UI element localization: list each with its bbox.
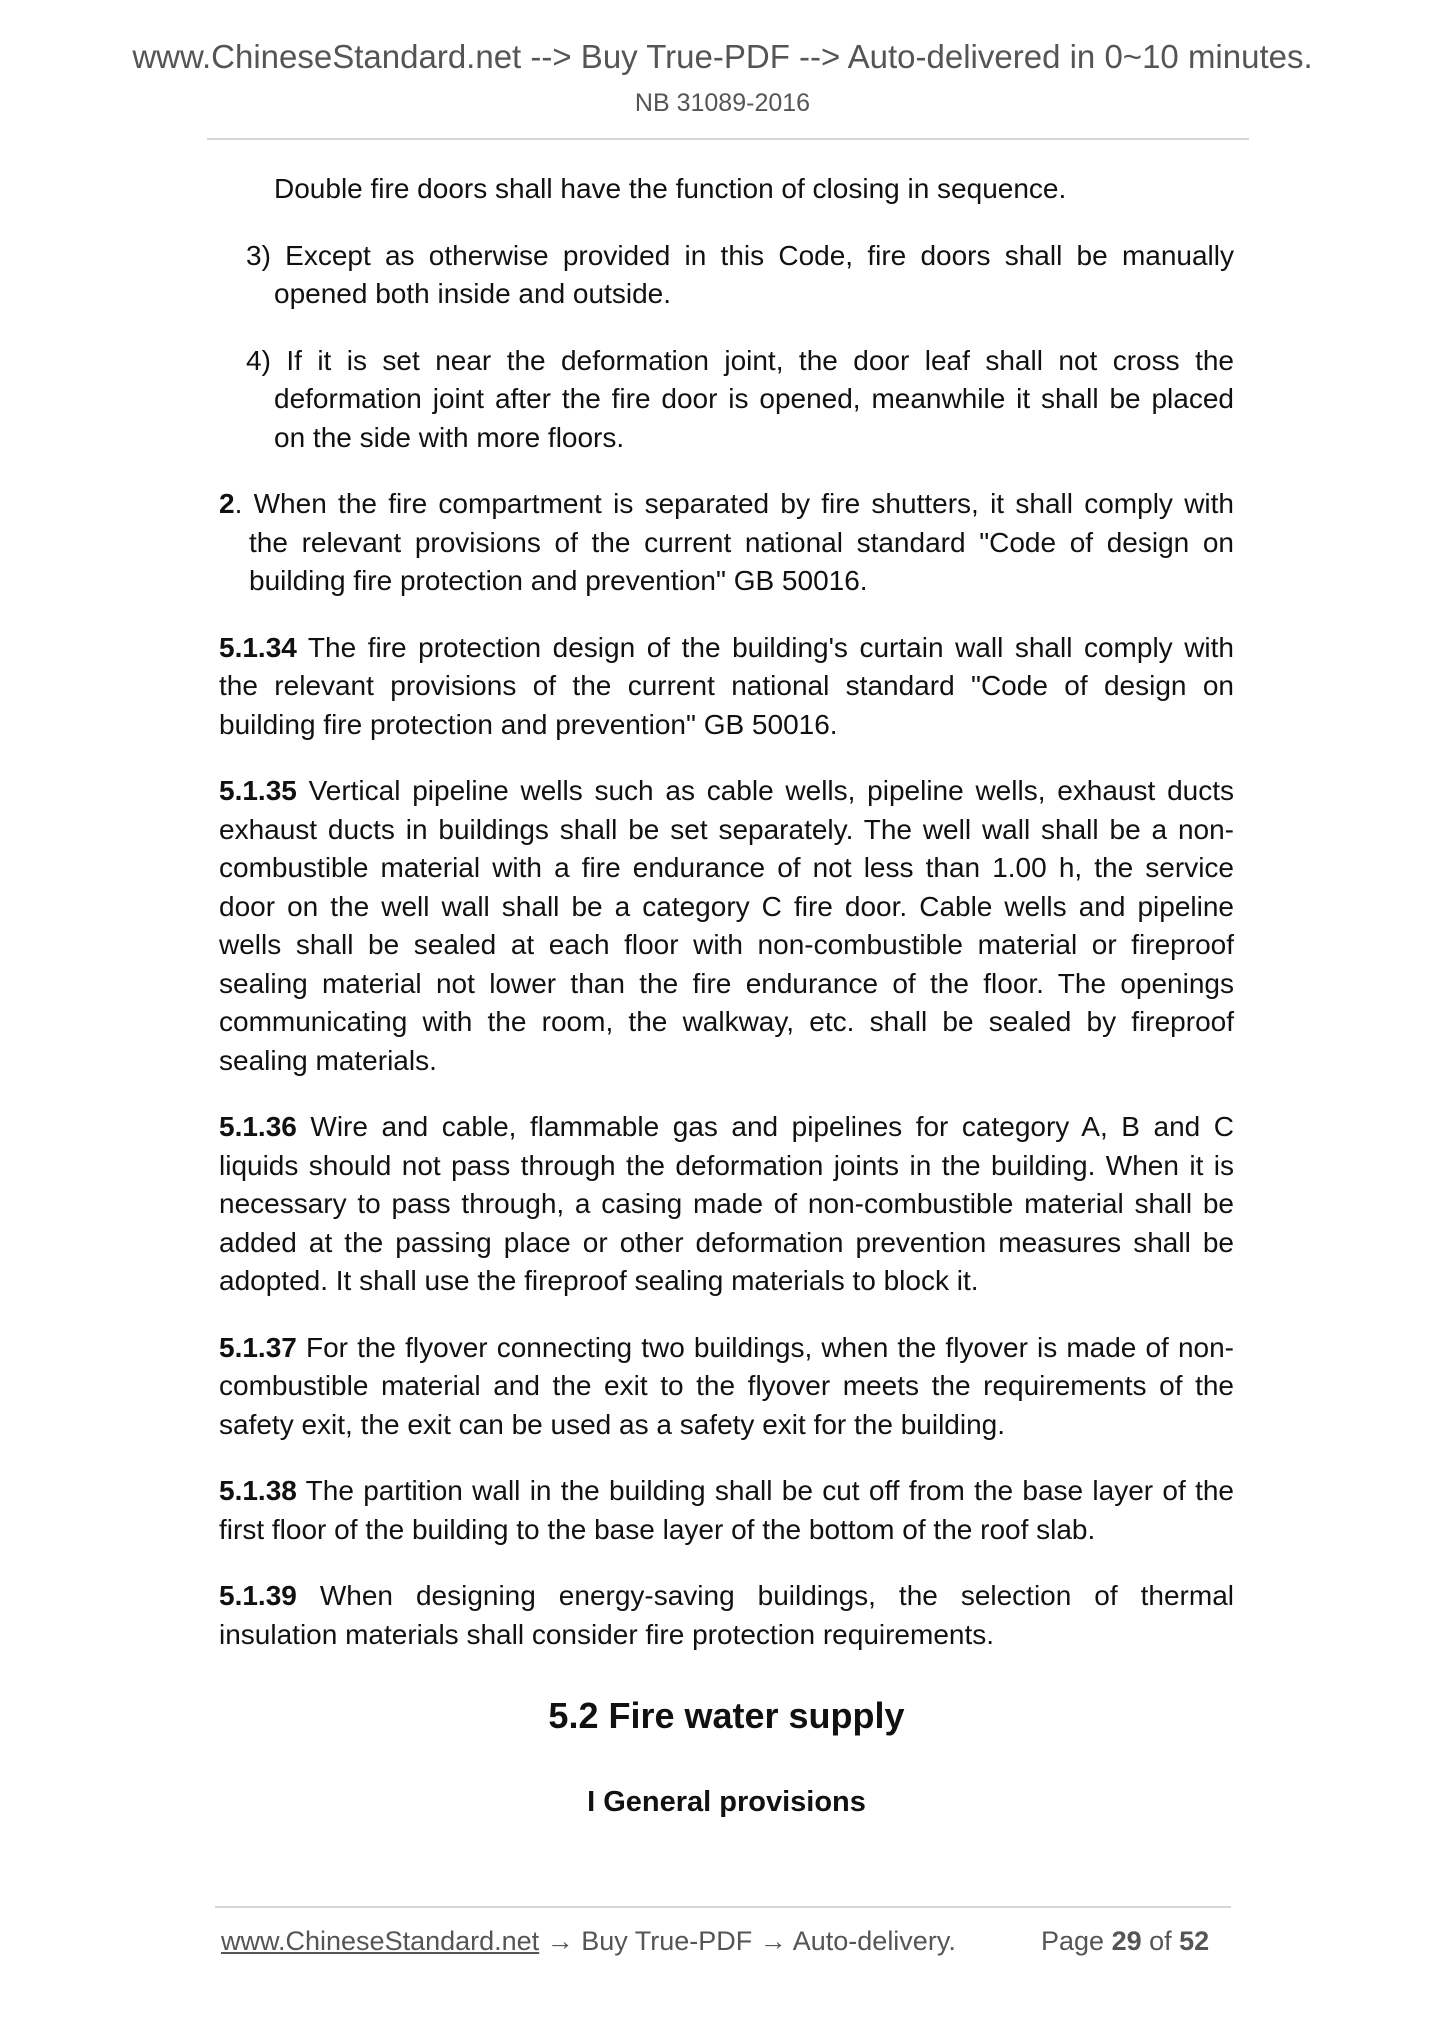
footer-promo-text: → Buy True-PDF → Auto-delivery. <box>539 1926 956 1956</box>
clause-5-1-38 <box>219 1472 1234 1549</box>
clause-text: Vertical pipeline wells such as cable wells, pipeline wells, exhaust ducts exhaust ducts in buildings shall be set separately. The well wall shall be a non-combustible material with a fire endurance of not less than 1.00 h, the service door on the well wall shall be a category C fire door. Cable wells and pipeline wells shall be sealed at each floor with non-combustible material or fireproof sealing material not lower than the fire endurance of the floor. The openings communicating with the room, the walkway, etc. shall be sealed by fireproof sealing materials. <box>219 775 1234 1076</box>
document-body <box>219 170 1234 1820</box>
clause-number: 5.1.38 <box>219 1475 297 1506</box>
clause-text: The partition wall in the building shall be cut off from the base layer of the first floor of the building to the base layer of the bottom of the roof slab. <box>219 1475 1234 1545</box>
clause-5-1-34 <box>219 629 1234 745</box>
page-of-label: of <box>1141 1926 1180 1956</box>
clause-5-1-35 <box>219 772 1234 1080</box>
subsection-heading: I General provisions <box>587 1786 866 1818</box>
page-label: Page <box>1041 1926 1112 1956</box>
clause-5-1-37 <box>219 1329 1234 1445</box>
paragraph-double-fire-doors: Double fire doors shall have the function of closing in sequence. <box>274 173 1067 204</box>
header-divider <box>207 138 1249 140</box>
clause-5-1-36 <box>219 1108 1234 1301</box>
clause-text: The fire protection design of the building's curtain wall shall comply with the relevant provisions of the current national standard "Code of design on building fire protection and prevention" GB 50016. <box>219 631 1234 740</box>
header-banner: www.ChineseStandard.net --> Buy True-PDF --> Auto-delivered in 0~10 minutes. <box>132 38 1313 75</box>
footer-site-link[interactable]: www.ChineseStandard.net <box>221 1926 540 1956</box>
clause-number: 5.1.37 <box>219 1331 297 1363</box>
item-number: 2 <box>219 488 235 519</box>
page-counter <box>1041 1926 1209 1957</box>
clause-text: When designing energy-saving buildings, the selection of thermal insulation materials shall consider fire protection requirements. <box>219 1580 1234 1650</box>
section-heading: 5.2 Fire water supply <box>548 1695 905 1736</box>
list-item-2 <box>219 485 1234 601</box>
clause-number: 5.1.35 <box>219 775 297 806</box>
clause-number: 5.1.36 <box>219 1111 297 1142</box>
footer-divider <box>215 1906 1231 1908</box>
list-item-4: 4) If it is set near the deformation joint, the door leaf shall not cross the deformation joint after the fire door is opened, meanwhile it shall be placed on the side with more floors. <box>246 344 1234 453</box>
page-number: 29 <box>1111 1926 1142 1956</box>
item-text: . When the fire compartment is separated by fire shutters, it shall comply with the relevant provisions of the current national standard "Code of design on building fire protection and prevention" GB 50016. <box>234 488 1234 596</box>
footer-promo <box>221 1926 956 1957</box>
clause-number: 5.1.39 <box>219 1580 297 1611</box>
header-standard-code: NB 31089-2016 <box>634 89 811 117</box>
clause-number: 5.1.34 <box>219 631 297 663</box>
clause-text: For the flyover connecting two buildings, when the flyover is made of non-combustible material and the exit to the flyover meets the requirements of the safety exit, the exit can be used as a safety exit for the building. <box>219 1331 1234 1440</box>
clause-text: Wire and cable, flammable gas and pipelines for category A, B and C liquids should not pass through the deformation joints in the building. When it is necessary to pass through, a casing made of non-combustible material shall be added at the passing place or other deformation prevention measures shall be adopted. It shall use the fireproof sealing materials to block it. <box>219 1111 1234 1296</box>
list-item-3: 3) Except as otherwise provided in this Code, fire doors shall be manually opened both inside and outside. <box>246 239 1234 309</box>
clause-5-1-39 <box>219 1577 1234 1654</box>
page-total: 52 <box>1179 1926 1210 1956</box>
